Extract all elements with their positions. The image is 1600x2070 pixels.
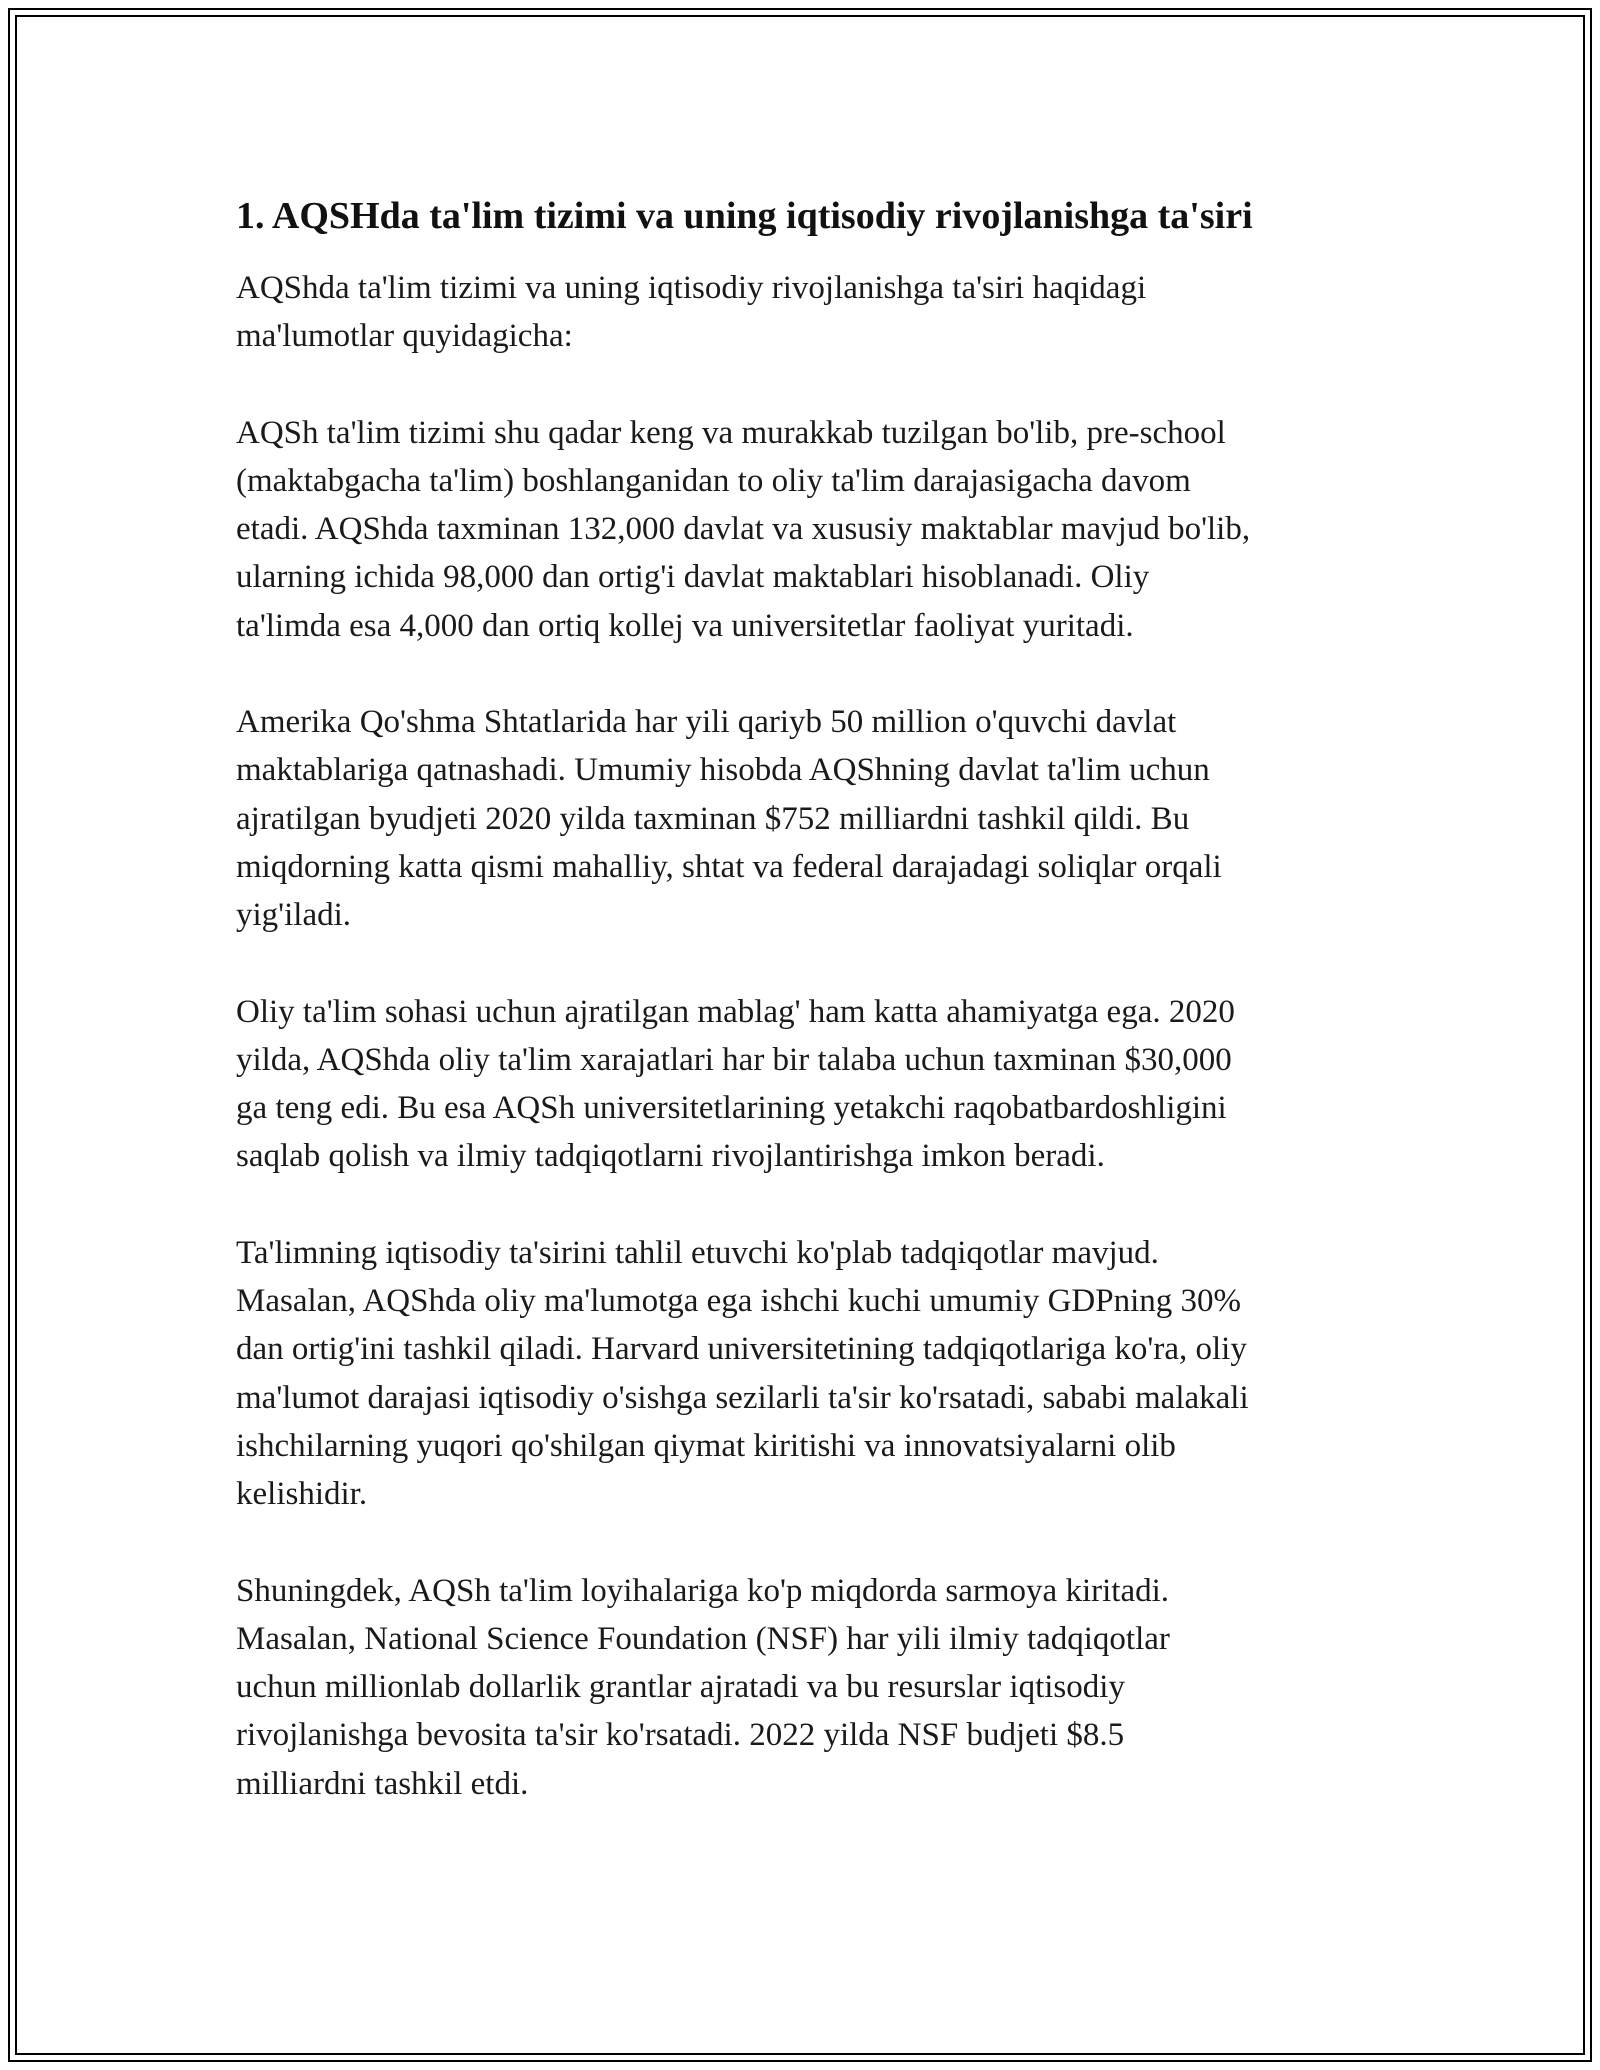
paragraph-school-system: AQSh ta'lim tizimi shu qadar keng va murakkab tuzilgan bo'lib, pre-school (maktabgacha ta'lim) boshlanganidan to oliy ta'lim darajasigacha davom etadi. AQShda taxminan 132,000 davlat va xususiy maktablar mavjud bo'lib, ularning ichida 98,000 dan ortig'i davlat maktablari hisoblanadi. Oliy ta'limda esa 4,000 dan ortiq kollej va universitetlar faoliyat yuritadi. xyxy=(236,414,1251,644)
paragraph-nsf-investment: Shuningdek, AQSh ta'lim loyihalariga ko'p miqdorda sarmoya kiritadi. Masalan, National Science Foundation (NSF) har yili ilmiy tadqiqotlar uchun millionlab dollarlik grantlar ajratadi va bu resurslar iqtisodiy rivojlanishga bevosita ta'sir ko'rsatadi. 2022 yilda NSF budjeti $8.5 milliardni tashkil etdi. xyxy=(236,1572,1170,1802)
paragraph-intro: AQShda ta'lim tizimi va uning iqtisodiy rivojlanishga ta'siri haqidagi ma'lumotlar quyidagicha: xyxy=(236,270,1147,355)
paragraph-public-budget: Amerika Qo'shma Shtatlarida har yili qariyb 50 million o'quvchi davlat maktablariga qatnashadi. Umumiy hisobda AQShning davlat ta'lim uchun ajratilgan byudjeti 2020 yilda taxminan $752 milliardni tashkil qildi. Bu miqdorning katta qismi mahalliy, shtat va federal darajadagi soliqlar orqali yig'iladi. xyxy=(236,704,1222,934)
paragraph-higher-ed-spending: Oliy ta'lim sohasi uchun ajratilgan mablag' ham katta ahamiyatga ega. 2020 yilda, AQShda oliy ta'lim xarajatlari har bir talaba uchun taxminan $30,000 ga teng edi. Bu esa AQSh universitetlarining yetakchi raqobatbardoshligini saqlab qolish va ilmiy tadqiqotlarni rivojlantirishga imkon beradi. xyxy=(236,993,1235,1175)
section-heading: 1. AQSHda ta'lim tizimi va uning iqtisodiy rivojlanishga ta'siri xyxy=(236,195,1253,237)
paragraph-economic-impact: Ta'limning iqtisodiy ta'sirini tahlil etuvchi ko'plab tadqiqotlar mavjud. Masalan, AQShda oliy ma'lumotga ega ishchi kuchi umumiy GDPning 30% dan ortig'ini tashkil qiladi. Harvard universitetining tadqiqotlariga ko'ra, oliy ma'lumot darajasi iqtisodiy o'sishga sezilarli ta'sir ko'rsatadi, sababi malakali ishchilarning yuqori qo'shilgan qiymat kiritishi va innovatsiyalarni olib kelishidir. xyxy=(236,1234,1249,1513)
document-body xyxy=(236,190,1366,1856)
